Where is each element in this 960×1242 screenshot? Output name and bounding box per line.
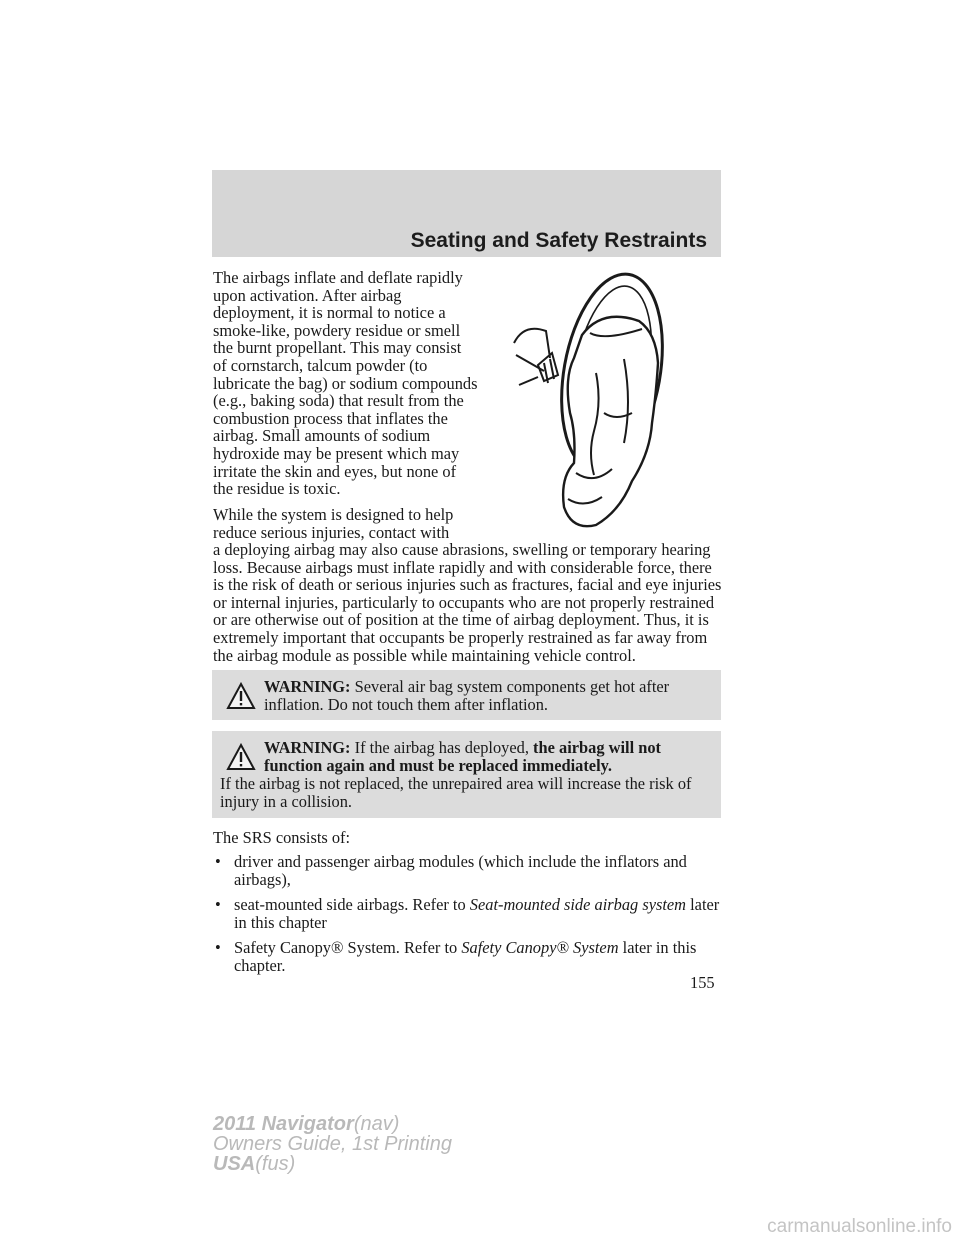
warning-box-deployed-airbag — [212, 731, 721, 818]
section-title: Seating and Safety Restraints — [410, 229, 707, 252]
injury-paragraph-part1: While the system is designed to help reduce serious injuries, contact with — [213, 505, 454, 542]
footer-market-code: (fus) — [255, 1153, 296, 1175]
warning-body: Several air bag system components get hot after inflation. Do not touch them after inflation. — [264, 677, 670, 714]
page-number: 155 — [690, 973, 715, 992]
warning-label: WARNING: — [264, 738, 351, 757]
warning-text — [264, 678, 714, 713]
footer-line-model — [213, 1114, 452, 1134]
footer-line-market — [213, 1154, 452, 1174]
warning-body-bold: the airbag will not function again and must be replaced immediately. — [264, 738, 661, 775]
cross-reference: Safety Canopy® System — [461, 938, 619, 958]
section-header-band — [212, 170, 721, 257]
warning-box-hot-components — [212, 670, 721, 720]
injury-paragraph-part2: a deploying airbag may also cause abrasions, swelling or temporary hearing loss. Because airbags must inflate rapidly and with considerable force, there is the risk of death or serious injuries such as fractures, facial and eye injuries or internal injuries, particularly to occupants who are not properly restrained or are otherwise out of position at the time of airbag deployment. Thus, it is extremely important that occupants be properly restrained as far away from the airbag module as possible while maintaining vehicle control. — [213, 540, 722, 665]
warning-body-b: If the airbag is not replaced, the unrepaired area will increase the risk of injury in a collision. — [220, 774, 692, 811]
footer-market: USA — [213, 1153, 256, 1175]
footer-line-guide: Owners Guide, 1st Printing — [213, 1133, 452, 1155]
document-footer — [213, 1114, 452, 1174]
list-item — [213, 896, 725, 931]
list-item-text-after: later in this chapter — [234, 895, 720, 932]
bullet-icon: • — [215, 852, 221, 871]
srs-intro: The SRS consists of: — [213, 828, 351, 847]
list-item-text: driver and passenger airbag modules (which include the inflators and airbags), — [234, 852, 687, 889]
footer-model-code: (nav) — [353, 1113, 400, 1135]
list-item-text-after: later in this chapter. — [234, 938, 697, 975]
warning-label: WARNING: — [264, 677, 351, 696]
warning-triangle-icon — [226, 682, 256, 710]
list-item-text: seat-mounted side airbags. Refer to — [234, 895, 466, 915]
list-item — [213, 939, 725, 974]
list-item-text: Safety Canopy® System. Refer to — [234, 938, 458, 958]
intro-paragraph: The airbags inflate and deflate rapidly upon activation. After airbag deployment, it is normal to notice a smoke-like, powdery residue or smell the burnt propellant. This may consist of cornstarch, talcum powder (to lubricate the bag) or sodium compounds (e.g., baking soda) that result from the combustion process that inflates the airbag. Small amounts of sodium hydroxide may be present which may irritate the skin and eyes, but none of the residue is toxic. — [213, 268, 478, 499]
bullet-icon: • — [215, 895, 221, 915]
bullet-icon: • — [215, 938, 221, 958]
steering-wheel-airbag-illustration — [504, 263, 684, 531]
warning-body-a: If the airbag has deployed, — [354, 738, 529, 757]
warning-text — [264, 739, 714, 774]
warning-triangle-icon — [226, 743, 256, 771]
list-item — [213, 853, 725, 888]
footer-model: 2011 Navigator — [213, 1113, 354, 1135]
srs-components-list — [213, 853, 725, 983]
cross-reference: Seat-mounted side airbag system — [469, 895, 687, 915]
watermark: carmanualsonline.info — [767, 1216, 952, 1237]
